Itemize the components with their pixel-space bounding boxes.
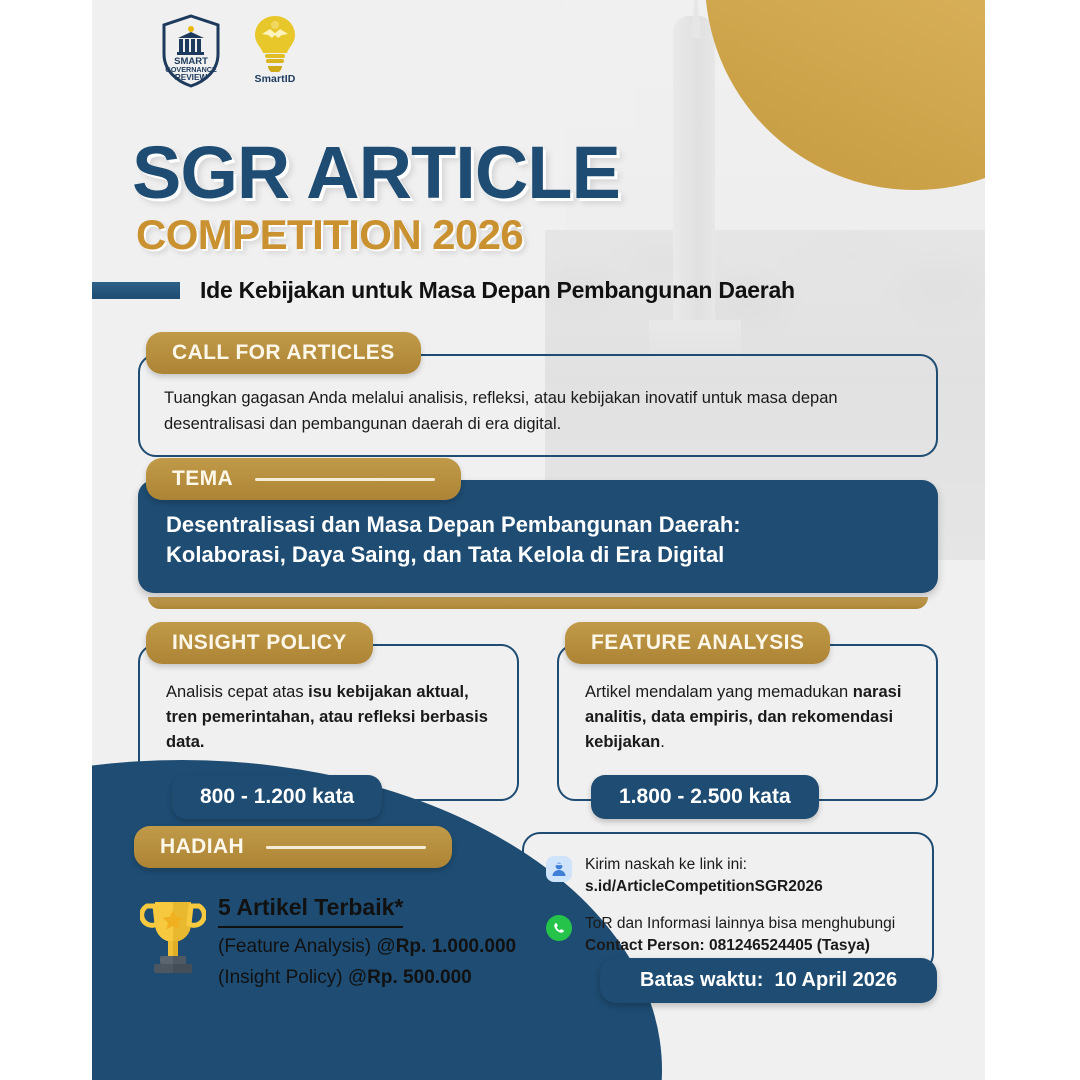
hadiah-pill [134, 826, 452, 868]
watermark-spire [691, 0, 701, 38]
insight-policy-text-plain: Analisis cepat atas [166, 683, 309, 701]
submit-link[interactable]: s.id/ArticleCompetitionSGR2026 [585, 878, 823, 896]
tagline-accent-bar [92, 282, 180, 299]
prize-feature-label: (Feature Analysis) @ [218, 936, 396, 957]
insight-policy-pill [146, 622, 373, 664]
info-contact: Contact Person: 081246524405 (Tasya) [585, 937, 870, 955]
whatsapp-row[interactable] [546, 913, 916, 958]
poster-canvas [92, 0, 985, 1080]
prize-line-feature [218, 935, 516, 959]
feature-analysis-word-count: 1.800 - 2.500 kata [591, 775, 819, 819]
prize-feature-amount: Rp. 1.000.000 [395, 936, 517, 957]
smartid-label: SmartID [254, 73, 296, 85]
deadline-badge [600, 958, 937, 1003]
trophy-icon [140, 894, 206, 976]
tagline-text: Ide Kebijakan untuk Masa Depan Pembangunan Daerah [200, 277, 795, 303]
card-feature-analysis [557, 622, 938, 809]
lightbulb-handshake-icon [252, 14, 298, 72]
whatsapp-icon [546, 915, 572, 941]
hadiah-pill-rule [266, 846, 426, 849]
tema-pill-rule [255, 478, 435, 481]
feature-analysis-text-tail: . [660, 733, 665, 752]
svg-text:REVIEW: REVIEW [174, 73, 208, 82]
submit-row[interactable] [546, 854, 916, 899]
prize-title: 5 Artikel Terbaik* [218, 894, 403, 928]
tema-line-2: Kolaborasi, Daya Saing, dan Tata Kelola di Era Digital [166, 541, 725, 567]
form-upload-icon [546, 856, 572, 882]
feature-analysis-text-bold: narasi analitis, data empiris, dan rekomendasi kebijakan [585, 683, 902, 752]
tema-pill [146, 458, 461, 500]
svg-text:GOVERNANCE: GOVERNANCE [165, 65, 217, 74]
prize-line-insight [218, 966, 516, 990]
hadiah-section [134, 826, 524, 990]
insight-policy-label: INSIGHT POLICY [172, 631, 347, 654]
shield-institution-icon [160, 14, 222, 88]
hadiah-label: HADIAH [160, 835, 245, 858]
prize-row [134, 890, 524, 990]
logo-group [160, 14, 306, 88]
category-cards [138, 622, 938, 809]
prize-text [218, 890, 516, 990]
deadline-label: Batas waktu: [640, 969, 764, 991]
info-label: ToR dan Informasi lainnya bisa menghubungi [585, 914, 896, 932]
svg-text:SMART: SMART [174, 56, 208, 67]
poster-subtitle: COMPETITION 2026 [136, 211, 524, 258]
tema-gold-underbar [148, 597, 928, 609]
call-for-articles-label: CALL FOR ARTICLES [172, 341, 395, 364]
feature-analysis-text-plain: Artikel mendalam yang memadukan [585, 683, 853, 701]
call-for-articles-pill [146, 332, 421, 374]
deadline-date: 10 April 2026 [774, 969, 898, 991]
insight-policy-text-bold: isu kebijakan aktual, tren pemerintahan, atau refleksi berbasis data. [166, 683, 488, 752]
submit-label: Kirim naskah ke link ini: [585, 856, 747, 873]
gold-corner-decoration [705, 0, 985, 190]
tema-section [138, 458, 938, 609]
prize-insight-amount: Rp. 500.000 [367, 966, 472, 988]
feature-analysis-pill [565, 622, 830, 664]
submit-text [585, 854, 823, 899]
smartid-logo [244, 14, 306, 85]
tema-label: TEMA [172, 467, 234, 490]
whatsapp-text [585, 913, 895, 958]
tagline [92, 277, 795, 304]
insight-policy-word-count: 800 - 1.200 kata [172, 775, 382, 819]
prize-insight-label: (Insight Policy) @ [218, 966, 368, 988]
contact-box [522, 832, 934, 972]
call-for-articles-body: Tuangkan gagasan Anda melalui analisis, refleksi, atau kebijakan inovatif untuk masa depan desentralisasi dan pembangunan daerah di era digital. [138, 354, 938, 457]
tema-line-1: Desentralisasi dan Masa Depan Pembangunan Daerah: [166, 512, 741, 537]
card-insight-policy [138, 622, 519, 809]
feature-analysis-label: FEATURE ANALYSIS [591, 631, 805, 654]
poster-title: SGR ARTICLE [132, 131, 620, 214]
call-for-articles-section [138, 332, 938, 457]
